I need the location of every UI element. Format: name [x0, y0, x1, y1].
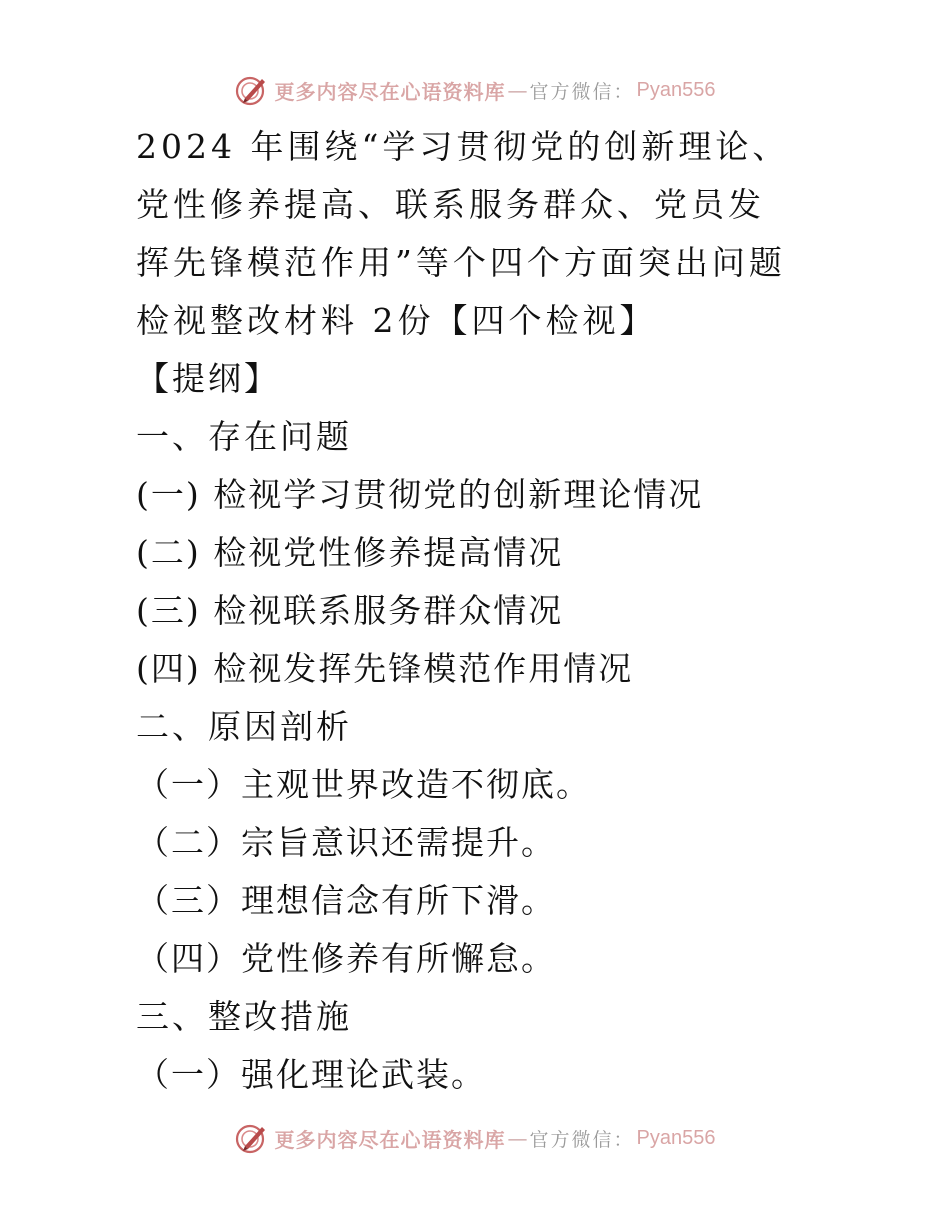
watermark-site-text: 更多内容尽在心语资料库: [274, 1127, 506, 1152]
list-item: (三) 检视联系服务群众情况: [136, 591, 564, 630]
list-item: （一）强化理论武装。: [136, 1055, 486, 1094]
list-item: （三）理想信念有所下滑。: [136, 881, 556, 920]
list-item: (一) 检视学习贯彻党的创新理论情况: [136, 475, 704, 514]
section-heading-problems: 一、存在问题: [136, 417, 352, 456]
list-item: (四) 检视发挥先锋模范作用情况: [136, 649, 634, 688]
section-heading-measures: 三、整改措施: [136, 997, 352, 1036]
watermark-official-label: 官方微信：: [529, 80, 635, 103]
list-item: (二) 检视党性修养提高情况: [136, 533, 564, 572]
outline-heading: 【提纲】: [136, 359, 280, 398]
document-body: [136, 118, 796, 1104]
watermark-site-text: 更多内容尽在心语资料库: [274, 79, 506, 104]
watermark-dash: —: [507, 78, 528, 102]
section-heading-causes: 二、原因剖析: [136, 707, 352, 746]
watermark-dash: —: [507, 1126, 528, 1150]
pen-logo-icon: [235, 1121, 269, 1155]
watermark-official-label: 官方微信：: [529, 1128, 635, 1151]
watermark-account: Pyan556: [636, 78, 716, 101]
list-item: （四）党性修养有所懈怠。: [136, 939, 556, 978]
document-title: 2024 年围绕“学习贯彻党的创新理论、党性修养提高、联系服务群众、党员发挥先锋模范作用”等个四个方面突出问题检视整改材料 2份【四个检视】: [136, 127, 790, 340]
pen-logo-icon: [235, 73, 269, 107]
watermark-account: Pyan556: [636, 1126, 716, 1149]
list-item: （二）宗旨意识还需提升。: [136, 823, 556, 862]
footer-watermark: [0, 1118, 950, 1158]
list-item: （一）主观世界改造不彻底。: [136, 765, 591, 804]
header-watermark: [0, 70, 950, 110]
